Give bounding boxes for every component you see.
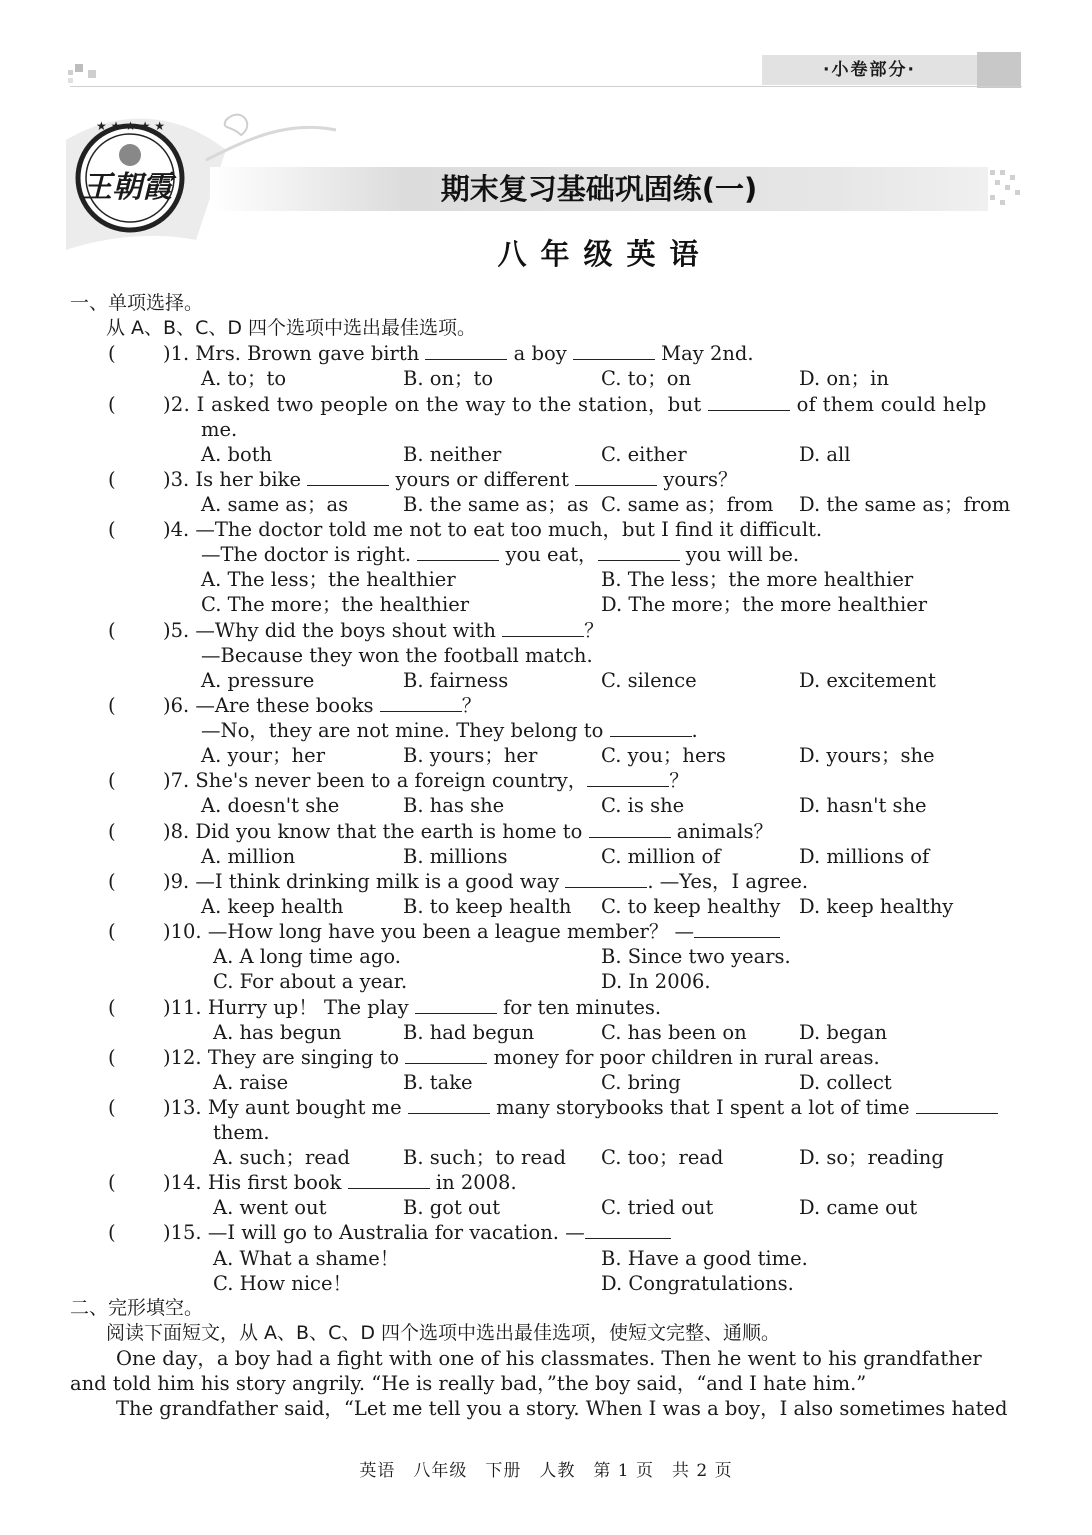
section2-heading: 二、完形填空。 — [70, 1297, 204, 1319]
answer-paren[interactable]: ( — [108, 870, 116, 893]
option: A. doesn't she — [201, 794, 340, 817]
question-2: )2. I asked two people on the way to the station，but of them could help — [163, 393, 987, 416]
answer-paren[interactable]: ( — [108, 996, 116, 1019]
option: B. millions — [403, 845, 508, 868]
page-subtitle: 八年级英语 — [497, 237, 713, 271]
answer-paren[interactable]: ( — [108, 694, 116, 717]
option: C. you；hers — [601, 744, 726, 767]
question-12: )12. They are singing to money for poor children in rural areas. — [163, 1046, 880, 1069]
tab-accent — [977, 52, 1021, 88]
question-2-cont: me. — [201, 418, 238, 441]
option: C. The more；the healthier — [201, 593, 470, 616]
question-1: )1. Mrs. Brown gave birth a boy May 2nd. — [163, 342, 754, 365]
option: B. on；to — [403, 367, 494, 390]
option: D. The more；the more healthier — [601, 593, 928, 616]
option: B. to keep health — [403, 895, 572, 918]
option: D. millions of — [799, 845, 930, 868]
option: B. such；to read — [403, 1146, 567, 1169]
question-14: )14. His first book in 2008. — [163, 1171, 517, 1194]
option: C. to keep healthy — [601, 895, 781, 918]
option: C. For about a year. — [213, 970, 408, 993]
question-6: )6. —Are these books ？ — [163, 694, 482, 717]
answer-paren[interactable]: ( — [108, 1096, 116, 1119]
option: C. tried out — [601, 1196, 714, 1219]
question-11: )11. Hurry up！ The play for ten minutes. — [163, 996, 662, 1019]
svg-text:★ ★ ★ ★ ★: ★ ★ ★ ★ ★ — [96, 119, 166, 133]
option: B. got out — [403, 1196, 501, 1219]
question-5: )5. —Why did the boys shout with ？ — [163, 619, 604, 642]
option: A. raise — [213, 1071, 289, 1094]
passage-line: and told him his story angrily. “He is really bad，”the boy said，“and I hate him.” — [70, 1372, 867, 1395]
option: A. million — [201, 845, 296, 868]
option: C. million of — [601, 845, 721, 868]
option: C. has been on — [601, 1021, 747, 1044]
option: B. had begun — [403, 1021, 535, 1044]
option: A. What a shame！ — [213, 1247, 400, 1270]
option: B. take — [403, 1071, 473, 1094]
option: A. has begun — [213, 1021, 342, 1044]
option: A. keep health — [201, 895, 344, 918]
page-title: 期末复习基础巩固练(一) — [440, 172, 758, 206]
option: D. yours；she — [799, 744, 935, 767]
option: A. A long time ago. — [213, 945, 401, 968]
question-8: )8. Did you know that the earth is home to animals？ — [163, 820, 774, 843]
answer-paren[interactable]: ( — [108, 468, 116, 491]
header-rule — [70, 86, 1022, 87]
answer-paren[interactable]: ( — [108, 1046, 116, 1069]
option: D. began — [799, 1021, 888, 1044]
option: D. hasn't she — [799, 794, 927, 817]
option: C. is she — [601, 794, 685, 817]
answer-paren[interactable]: ( — [108, 342, 116, 365]
option: B. neither — [403, 443, 502, 466]
option: D. came out — [799, 1196, 918, 1219]
option: A. both — [201, 443, 273, 466]
option: C. How nice！ — [213, 1272, 353, 1295]
option: D. so；reading — [799, 1146, 944, 1169]
question-4-cont: —The doctor is right. you eat， you will be. — [201, 543, 800, 566]
option: B. The less；the more healthier — [601, 568, 914, 591]
option: B. yours；her — [403, 744, 538, 767]
option: A. went out — [213, 1196, 327, 1219]
option: D. collect — [799, 1071, 892, 1094]
option: D. the same as；from — [799, 493, 1011, 516]
section2-instruction: 阅读下面短文，从 A、B、C、D 四个选项中选出最佳选项，使短文完整、通顺。 — [106, 1322, 781, 1344]
section1-heading: 一、单项选择。 — [70, 292, 204, 314]
question-3: )3. Is her bike yours or different yours？ — [163, 468, 738, 491]
option: B. has she — [403, 794, 505, 817]
answer-paren[interactable]: ( — [108, 820, 116, 843]
option: C. either — [601, 443, 687, 466]
option: C. same as；from — [601, 493, 774, 516]
option: A. same as；as — [201, 493, 349, 516]
question-5-cont: —Because they won the football match. — [201, 644, 593, 667]
option: B. the same as；as — [403, 493, 589, 516]
option: C. to；on — [601, 367, 691, 390]
question-6-cont: —No，they are not mine. They belong to . — [201, 719, 698, 742]
option: B. Have a good time. — [601, 1247, 808, 1270]
option: A. to；to — [201, 367, 287, 390]
answer-paren[interactable]: ( — [108, 393, 116, 416]
option: C. bring — [601, 1071, 681, 1094]
option: D. Congratulations. — [601, 1272, 794, 1295]
question-10: )10. —How long have you been a league member？ — — [163, 919, 780, 944]
option: A. your；her — [201, 744, 326, 767]
passage-line: The grandfather said，“Let me tell you a story. When I was a boy，I also sometimes hated — [116, 1397, 1008, 1420]
logo-text: 王朝霞 — [82, 170, 172, 205]
page-footer: 英语 八年级 下册 人教 第 1 页 共 2 页 — [359, 1461, 733, 1481]
answer-paren[interactable]: ( — [108, 920, 116, 943]
answer-paren[interactable]: ( — [108, 1171, 116, 1194]
option: C. too；read — [601, 1146, 724, 1169]
option: D. In 2006. — [601, 970, 711, 993]
question-15: )15. —I will go to Australia for vacation. — — [163, 1220, 671, 1245]
paper-section-tab: ·小卷部分· — [762, 55, 977, 85]
option: A. The less；the healthier — [201, 568, 456, 591]
option: D. all — [799, 443, 851, 466]
question-7: )7. She's never been to a foreign country， ？ — [163, 769, 689, 792]
option: C. silence — [601, 669, 697, 692]
question-4: )4. —The doctor told me not to eat too much，but I find it difficult. — [163, 518, 823, 541]
option: B. fairness — [403, 669, 509, 692]
option: D. excitement — [799, 669, 936, 692]
passage-line: One day，a boy had a fight with one of his classmates. Then he went to his grandfather — [116, 1347, 982, 1370]
option: A. such；read — [213, 1146, 350, 1169]
question-13-cont: them. — [213, 1121, 270, 1144]
answer-paren[interactable]: ( — [108, 1221, 116, 1244]
option: D. on；in — [799, 367, 889, 390]
option: B. Since two years. — [601, 945, 791, 968]
answer-paren[interactable]: ( — [108, 518, 116, 541]
answer-paren[interactable]: ( — [108, 769, 116, 792]
option: D. keep healthy — [799, 895, 954, 918]
question-13: )13. My aunt bought me many storybooks that I spent a lot of time — [163, 1095, 998, 1120]
question-9: )9. —I think drinking milk is a good way . —Yes，I agree. — [163, 870, 809, 893]
option: A. pressure — [201, 669, 315, 692]
section1-instruction: 从 A、B、C、D 四个选项中选出最佳选项。 — [106, 317, 477, 339]
answer-paren[interactable]: ( — [108, 619, 116, 642]
